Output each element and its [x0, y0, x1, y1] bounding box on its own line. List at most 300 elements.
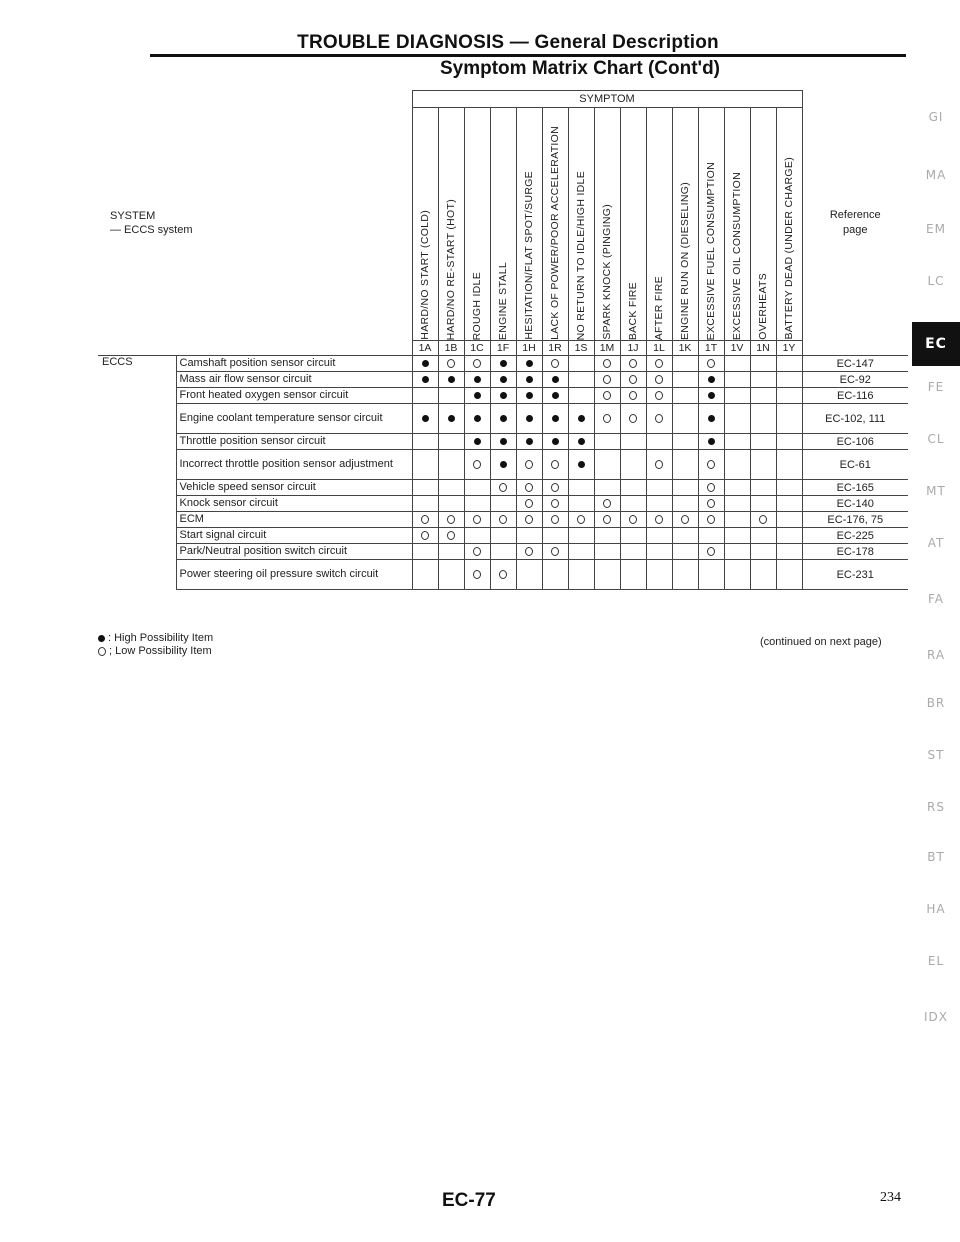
matrix-cell [542, 496, 568, 512]
diagnostic-item: Camshaft position sensor circuit [176, 356, 412, 372]
matrix-cell [438, 528, 464, 544]
symptom-name: EXCESSIVE OIL CONSUMPTION [731, 171, 743, 340]
section-tab-ha[interactable]: HA [926, 902, 946, 916]
reference-page: EC-147 [802, 356, 908, 372]
filled-circle-icon [98, 635, 105, 642]
open-circle-icon [655, 375, 663, 384]
open-circle-icon [603, 515, 611, 524]
matrix-cell [750, 356, 776, 372]
matrix-cell [490, 544, 516, 560]
symptom-name: OVERHEATS [757, 273, 769, 340]
matrix-cell [516, 528, 542, 544]
matrix-cell [620, 496, 646, 512]
symptom-name: ROUGH IDLE [471, 271, 483, 340]
matrix-cell [672, 356, 698, 372]
matrix-cell [568, 496, 594, 512]
matrix-cell [620, 480, 646, 496]
symptom-column-header [490, 108, 516, 341]
filled-circle-icon [500, 360, 507, 367]
filled-circle-icon [552, 376, 559, 383]
matrix-cell [568, 388, 594, 404]
matrix-cell [750, 560, 776, 590]
matrix-cell [464, 356, 490, 372]
legend-high [98, 632, 213, 645]
matrix-cell [698, 404, 724, 434]
section-tab-at[interactable]: AT [927, 536, 945, 550]
matrix-cell [750, 388, 776, 404]
open-circle-icon [603, 391, 611, 400]
matrix-cell [464, 560, 490, 590]
open-circle-icon [681, 515, 689, 524]
symptom-name: HARD/NO START (COLD) [419, 210, 431, 340]
matrix-cell [776, 388, 802, 404]
matrix-cell [464, 434, 490, 450]
matrix-cell [620, 544, 646, 560]
open-circle-icon [629, 391, 637, 400]
matrix-cell [646, 528, 672, 544]
matrix-cell [724, 388, 750, 404]
matrix-cell [594, 544, 620, 560]
matrix-cell [724, 544, 750, 560]
symptom-column-header [594, 108, 620, 341]
matrix-cell [672, 372, 698, 388]
section-tab-ma[interactable]: MA [925, 168, 947, 182]
matrix-cell [490, 496, 516, 512]
table-row [98, 404, 908, 434]
diagnostic-item: Vehicle speed sensor circuit [176, 480, 412, 496]
matrix-cell [594, 372, 620, 388]
filled-circle-icon [422, 376, 429, 383]
page-number: 234 [880, 1190, 901, 1205]
system-group-label: ECCS [98, 356, 176, 590]
matrix-cell [724, 528, 750, 544]
matrix-cell [412, 480, 438, 496]
open-circle-icon [473, 547, 481, 556]
matrix-cell [594, 434, 620, 450]
matrix-cell [516, 512, 542, 528]
matrix-cell [646, 512, 672, 528]
symptom-name: LACK OF POWER/POOR ACCELERATION [549, 126, 561, 340]
matrix-cell [620, 434, 646, 450]
symptom-name: HARD/NO RE-START (HOT) [445, 198, 457, 340]
section-tab-bt[interactable]: BT [927, 850, 945, 864]
matrix-cell [646, 388, 672, 404]
legend-low [98, 645, 213, 658]
filled-circle-icon [474, 376, 481, 383]
page-subtitle: Symptom Matrix Chart (Cont'd) [439, 58, 721, 79]
matrix-cell [698, 434, 724, 450]
open-circle-icon [603, 359, 611, 368]
section-tab-idx[interactable]: IDX [924, 1010, 948, 1024]
symptom-code: 1K [672, 341, 698, 356]
matrix-cell [776, 480, 802, 496]
open-circle-icon [603, 499, 611, 508]
system-label: SYSTEM [110, 209, 156, 222]
matrix-cell [412, 496, 438, 512]
filled-circle-icon [500, 392, 507, 399]
symptom-code: 1T [698, 341, 724, 356]
matrix-cell [464, 388, 490, 404]
matrix-cell [672, 404, 698, 434]
matrix-cell [698, 480, 724, 496]
matrix-cell [490, 372, 516, 388]
matrix-cell [620, 450, 646, 480]
open-circle-icon [759, 515, 767, 524]
matrix-cell [724, 496, 750, 512]
symptom-name: ENGINE RUN ON (DIESELING) [679, 181, 691, 340]
matrix-cell [568, 404, 594, 434]
matrix-cell [776, 356, 802, 372]
open-circle-icon [473, 359, 481, 368]
section-tab-cl[interactable]: CL [927, 432, 945, 446]
filled-circle-icon [448, 415, 455, 422]
matrix-cell [750, 480, 776, 496]
matrix-cell [412, 512, 438, 528]
page-title: TROUBLE DIAGNOSIS — General Description [297, 32, 719, 53]
reference-page: EC-231 [802, 560, 908, 590]
matrix-cell [542, 560, 568, 590]
symptom-column-header [750, 108, 776, 341]
matrix-cell [568, 480, 594, 496]
legend [98, 632, 213, 658]
matrix-cell [568, 560, 594, 590]
matrix-cell [438, 544, 464, 560]
section-page-number: EC-77 [442, 1190, 496, 1211]
open-circle-icon [421, 515, 429, 524]
filled-circle-icon [474, 438, 481, 445]
open-circle-icon [707, 515, 715, 524]
symptom-name: ENGINE STALL [497, 261, 509, 340]
symptom-name: BATTERY DEAD (UNDER CHARGE) [783, 157, 795, 340]
section-tab-br[interactable]: BR [926, 696, 946, 710]
matrix-cell [646, 434, 672, 450]
open-circle-icon [525, 499, 533, 508]
open-circle-icon [473, 460, 481, 469]
section-tab-ra[interactable]: RA [926, 648, 946, 662]
open-circle-icon [473, 570, 481, 579]
reference-sub-label: page [843, 223, 868, 236]
matrix-cell [698, 450, 724, 480]
matrix-cell [776, 496, 802, 512]
reference-page: EC-102, 111 [802, 404, 908, 434]
matrix-cell [698, 544, 724, 560]
matrix-cell [568, 372, 594, 388]
symptom-code: 1R [542, 341, 568, 356]
matrix-cell [412, 544, 438, 560]
matrix-cell [672, 512, 698, 528]
matrix-cell [438, 560, 464, 590]
matrix-cell [672, 560, 698, 590]
symptom-column-header [568, 108, 594, 341]
diagnostic-item: ECM [176, 512, 412, 528]
matrix-cell [490, 434, 516, 450]
filled-circle-icon [500, 376, 507, 383]
symptom-column-header [464, 108, 490, 341]
open-circle-icon [629, 515, 637, 524]
open-circle-icon [655, 359, 663, 368]
matrix-cell [776, 512, 802, 528]
matrix-cell [594, 404, 620, 434]
symptom-code: 1N [750, 341, 776, 356]
matrix-cell [412, 560, 438, 590]
matrix-cell [516, 434, 542, 450]
matrix-cell [776, 372, 802, 388]
symptom-code: 1M [594, 341, 620, 356]
filled-circle-icon [474, 415, 481, 422]
matrix-cell [620, 356, 646, 372]
symptom-column-header [542, 108, 568, 341]
open-circle-icon [499, 570, 507, 579]
filled-circle-icon [500, 415, 507, 422]
filled-circle-icon [500, 438, 507, 445]
matrix-cell [620, 372, 646, 388]
diagnostic-item: Incorrect throttle position sensor adjustment [176, 450, 412, 480]
matrix-cell [646, 560, 672, 590]
open-circle-icon [499, 483, 507, 492]
symptom-column-header [516, 108, 542, 341]
open-circle-icon [655, 515, 663, 524]
matrix-cell [412, 528, 438, 544]
matrix-cell [724, 372, 750, 388]
matrix-cell [620, 512, 646, 528]
matrix-cell [516, 544, 542, 560]
symptom-code: 1B [438, 341, 464, 356]
open-circle-icon [525, 515, 533, 524]
matrix-cell [594, 450, 620, 480]
matrix-cell [568, 544, 594, 560]
matrix-cell [438, 480, 464, 496]
filled-circle-icon [552, 415, 559, 422]
matrix-cell [620, 528, 646, 544]
system-sub-label: — ECCS system [110, 223, 193, 236]
section-tab-st[interactable]: ST [927, 748, 945, 762]
matrix-cell [646, 450, 672, 480]
matrix-cell [646, 372, 672, 388]
matrix-cell [542, 388, 568, 404]
symptom-code: 1A [412, 341, 438, 356]
reference-page: EC-140 [802, 496, 908, 512]
matrix-cell [490, 388, 516, 404]
matrix-cell [438, 512, 464, 528]
symptom-code: 1F [490, 341, 516, 356]
filled-circle-icon [552, 392, 559, 399]
open-circle-icon [603, 375, 611, 384]
matrix-cell [698, 388, 724, 404]
matrix-cell [568, 356, 594, 372]
matrix-cell [594, 528, 620, 544]
filled-circle-icon [708, 392, 715, 399]
matrix-cell [542, 372, 568, 388]
filled-circle-icon [526, 376, 533, 383]
legend-low-text: ; Low Possibility Item [109, 645, 212, 657]
matrix-cell [516, 372, 542, 388]
diagnostic-item: Throttle position sensor circuit [176, 434, 412, 450]
section-tab-gi[interactable]: GI [928, 110, 944, 124]
title-rule [150, 54, 906, 57]
matrix-cell [490, 356, 516, 372]
open-circle-icon [551, 547, 559, 556]
symptom-name: AFTER FIRE [653, 275, 665, 340]
matrix-cell [698, 512, 724, 528]
matrix-cell [698, 560, 724, 590]
symptom-matrix-table [98, 90, 908, 590]
matrix-cell [438, 388, 464, 404]
matrix-cell [698, 372, 724, 388]
open-circle-icon [551, 460, 559, 469]
table-row [98, 512, 908, 528]
matrix-cell [516, 450, 542, 480]
diagnostic-item: Knock sensor circuit [176, 496, 412, 512]
matrix-cell [646, 404, 672, 434]
matrix-cell [672, 528, 698, 544]
matrix-cell [464, 496, 490, 512]
matrix-cell [646, 496, 672, 512]
matrix-cell [542, 544, 568, 560]
table-row [98, 372, 908, 388]
symptom-name: BACK FIRE [627, 281, 639, 340]
symptom-code: 1H [516, 341, 542, 356]
open-circle-icon [655, 414, 663, 423]
matrix-cell [464, 528, 490, 544]
matrix-cell [464, 450, 490, 480]
reference-page: EC-165 [802, 480, 908, 496]
matrix-cell [464, 512, 490, 528]
legend-high-text: : High Possibility Item [108, 632, 214, 644]
open-circle-icon [551, 499, 559, 508]
symptom-column-header [724, 108, 750, 341]
open-circle-icon [707, 499, 715, 508]
open-circle-icon [577, 515, 585, 524]
matrix-cell [698, 528, 724, 544]
reference-header [802, 91, 908, 356]
open-circle-icon [629, 375, 637, 384]
filled-circle-icon [708, 376, 715, 383]
matrix-cell [776, 544, 802, 560]
filled-circle-icon [526, 360, 533, 367]
matrix-cell [750, 512, 776, 528]
open-circle-icon [525, 483, 533, 492]
matrix-cell [698, 356, 724, 372]
matrix-cell [776, 434, 802, 450]
open-circle-icon [629, 414, 637, 423]
matrix-cell [464, 404, 490, 434]
matrix-cell [464, 480, 490, 496]
diagnostic-item: Engine coolant temperature sensor circuit [176, 404, 412, 434]
matrix-cell [516, 404, 542, 434]
symptom-header: SYMPTOM [412, 91, 802, 108]
filled-circle-icon [526, 438, 533, 445]
symptom-code: 1C [464, 341, 490, 356]
matrix-cell [698, 496, 724, 512]
matrix-cell [568, 528, 594, 544]
matrix-cell [516, 388, 542, 404]
matrix-cell [542, 404, 568, 434]
open-circle-icon [447, 515, 455, 524]
open-circle-icon [98, 647, 106, 656]
matrix-cell [542, 512, 568, 528]
open-circle-icon [551, 359, 559, 368]
open-circle-icon [447, 359, 455, 368]
matrix-cell [516, 480, 542, 496]
matrix-cell [412, 450, 438, 480]
filled-circle-icon [552, 438, 559, 445]
matrix-cell [672, 544, 698, 560]
symptom-column-header [646, 108, 672, 341]
table-row [98, 356, 908, 372]
matrix-cell [750, 544, 776, 560]
table-row [98, 434, 908, 450]
section-tab-mt[interactable]: MT [926, 484, 946, 498]
open-circle-icon [707, 460, 715, 469]
matrix-cell [516, 356, 542, 372]
filled-circle-icon [578, 461, 585, 468]
open-circle-icon [603, 414, 611, 423]
matrix-cell [724, 450, 750, 480]
section-tab-rs[interactable]: RS [927, 800, 945, 814]
section-tab-fa[interactable]: FA [927, 592, 944, 606]
symptom-column-header [412, 108, 438, 341]
matrix-cell [412, 388, 438, 404]
reference-page: EC-176, 75 [802, 512, 908, 528]
symptom-code: 1V [724, 341, 750, 356]
matrix-cell [776, 450, 802, 480]
section-tab-lc[interactable]: LC [927, 274, 945, 288]
matrix-cell [672, 496, 698, 512]
section-tab-em[interactable]: EM [926, 222, 946, 236]
matrix-cell [776, 560, 802, 590]
open-circle-icon [629, 359, 637, 368]
matrix-cell [412, 404, 438, 434]
filled-circle-icon [422, 415, 429, 422]
filled-circle-icon [578, 415, 585, 422]
symptom-column-header [672, 108, 698, 341]
matrix-cell [750, 404, 776, 434]
matrix-cell [438, 372, 464, 388]
diagnostic-item: Park/Neutral position switch circuit [176, 544, 412, 560]
matrix-cell [724, 404, 750, 434]
section-tab-el[interactable]: EL [927, 954, 945, 968]
open-circle-icon [421, 531, 429, 540]
matrix-cell [776, 528, 802, 544]
matrix-cell [542, 356, 568, 372]
filled-circle-icon [474, 392, 481, 399]
matrix-cell [594, 496, 620, 512]
matrix-cell [516, 496, 542, 512]
diagnostic-item: Front heated oxygen sensor circuit [176, 388, 412, 404]
section-tab-ec[interactable]: EC [912, 322, 960, 366]
matrix-cell [490, 512, 516, 528]
symptom-column-header [438, 108, 464, 341]
section-tab-fe[interactable]: FE [927, 380, 945, 394]
matrix-cell [620, 404, 646, 434]
matrix-cell [542, 450, 568, 480]
matrix-cell [438, 496, 464, 512]
matrix-cell [542, 480, 568, 496]
matrix-cell [776, 404, 802, 434]
table-row [98, 450, 908, 480]
matrix-cell [724, 356, 750, 372]
matrix-cell [490, 480, 516, 496]
matrix-cell [542, 434, 568, 450]
open-circle-icon [707, 359, 715, 368]
filled-circle-icon [578, 438, 585, 445]
matrix-cell [724, 434, 750, 450]
table-row [98, 388, 908, 404]
matrix-cell [646, 544, 672, 560]
filled-circle-icon [526, 415, 533, 422]
matrix-cell [594, 560, 620, 590]
matrix-cell [750, 450, 776, 480]
